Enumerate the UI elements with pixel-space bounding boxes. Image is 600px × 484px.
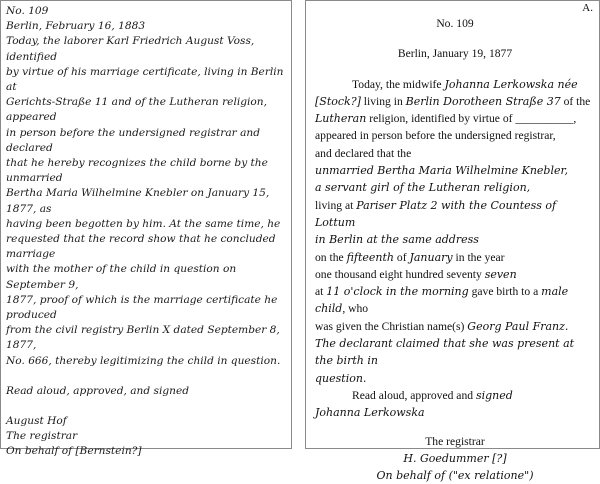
body-line: and declared that the (315, 146, 412, 160)
body-line: No. 666, thereby legitimizing the child in question. (6, 354, 281, 367)
body-line: at 11 o'clock in the morning gave birth to a male child, who (315, 285, 569, 316)
signature-name: August Hof (6, 415, 67, 428)
page-marker: A. (582, 2, 593, 14)
body-line: [Stock?] living in Berlin Dorotheen Straße 37 of the (315, 94, 591, 108)
registrar-name: H. Goedummer [?] (403, 451, 507, 465)
body-line: living at Pariser Platz 2 with the Countess of Lottum (315, 198, 557, 229)
body-line: question. (315, 371, 367, 385)
body-line: a servant girl of the Lutheran religion, (315, 181, 531, 195)
approval-line: Read aloud, approved and signed (352, 388, 513, 402)
body-line: unmarried Bertha Maria Wilhelmine Knebler, (315, 164, 569, 178)
record-number: No. 109 (436, 17, 474, 30)
behalf-line: On behalf of ("ex relatione") (376, 469, 534, 483)
body-line: Today, the laborer Karl Friedrich August Voss, identified (6, 35, 255, 63)
body-line: on the fifteenth of January in the year (315, 250, 505, 264)
behalf-line: On behalf of [Bernstein?] (6, 445, 142, 458)
body-line: one thousand eight hundred seventy seven (315, 267, 517, 281)
body-line: 1877, proof of which is the marriage certificate he produced (6, 293, 278, 322)
approval-line: Read aloud, approved, and signed (6, 384, 189, 397)
registrar-title: The registrar (425, 434, 485, 448)
body-line: in Berlin at the same address (315, 233, 479, 247)
registrar-title: The registrar (6, 430, 78, 443)
declarant-signature: Johanna Lerkowska (315, 406, 425, 420)
body-line: appeared in person before the undersigned registrar, (315, 129, 556, 143)
record-date: Berlin, January 19, 1877 (397, 47, 513, 61)
record-date: Berlin, February 16, 1883 (6, 20, 146, 33)
body-line: by virtue of his marriage certificate, living in Berlin at (6, 65, 284, 94)
record-number: No. 109 (6, 5, 49, 17)
body-line: Today, the midwife Johanna Lerkowska née (352, 77, 578, 91)
body-line: that he hereby recognizes the child borne by the unmarried (6, 157, 268, 185)
body-line: with the mother of the child in question on September 9, (6, 263, 237, 291)
body-line: The declarant claimed that she was present at the birth in (315, 337, 575, 368)
left-page-text (6, 4, 290, 460)
body-line: Bertha Maria Wilhelmine Knebler on January 15, 1877, as (6, 187, 270, 215)
body-line: Lutheran religion, identified by virtue of __________, (315, 112, 577, 126)
left-page-transcription (0, 0, 292, 458)
body-line: Gerichts-Straße 11 and of the Lutheran religion, appeared (6, 96, 267, 124)
body-line: from the civil registry Berlin X dated September 8, 1877, (6, 324, 280, 352)
right-page-transcription (305, 0, 600, 483)
body-line: having been begotten by him. At the same time, he (6, 217, 281, 230)
body-line: requested that the record show that he concluded marriage (6, 233, 276, 261)
body-line: was given the Christian name(s) Georg Paul Franz. (315, 319, 569, 333)
right-page-text (315, 15, 595, 484)
body-line: in person before the undersigned registrar and declared (6, 126, 261, 154)
